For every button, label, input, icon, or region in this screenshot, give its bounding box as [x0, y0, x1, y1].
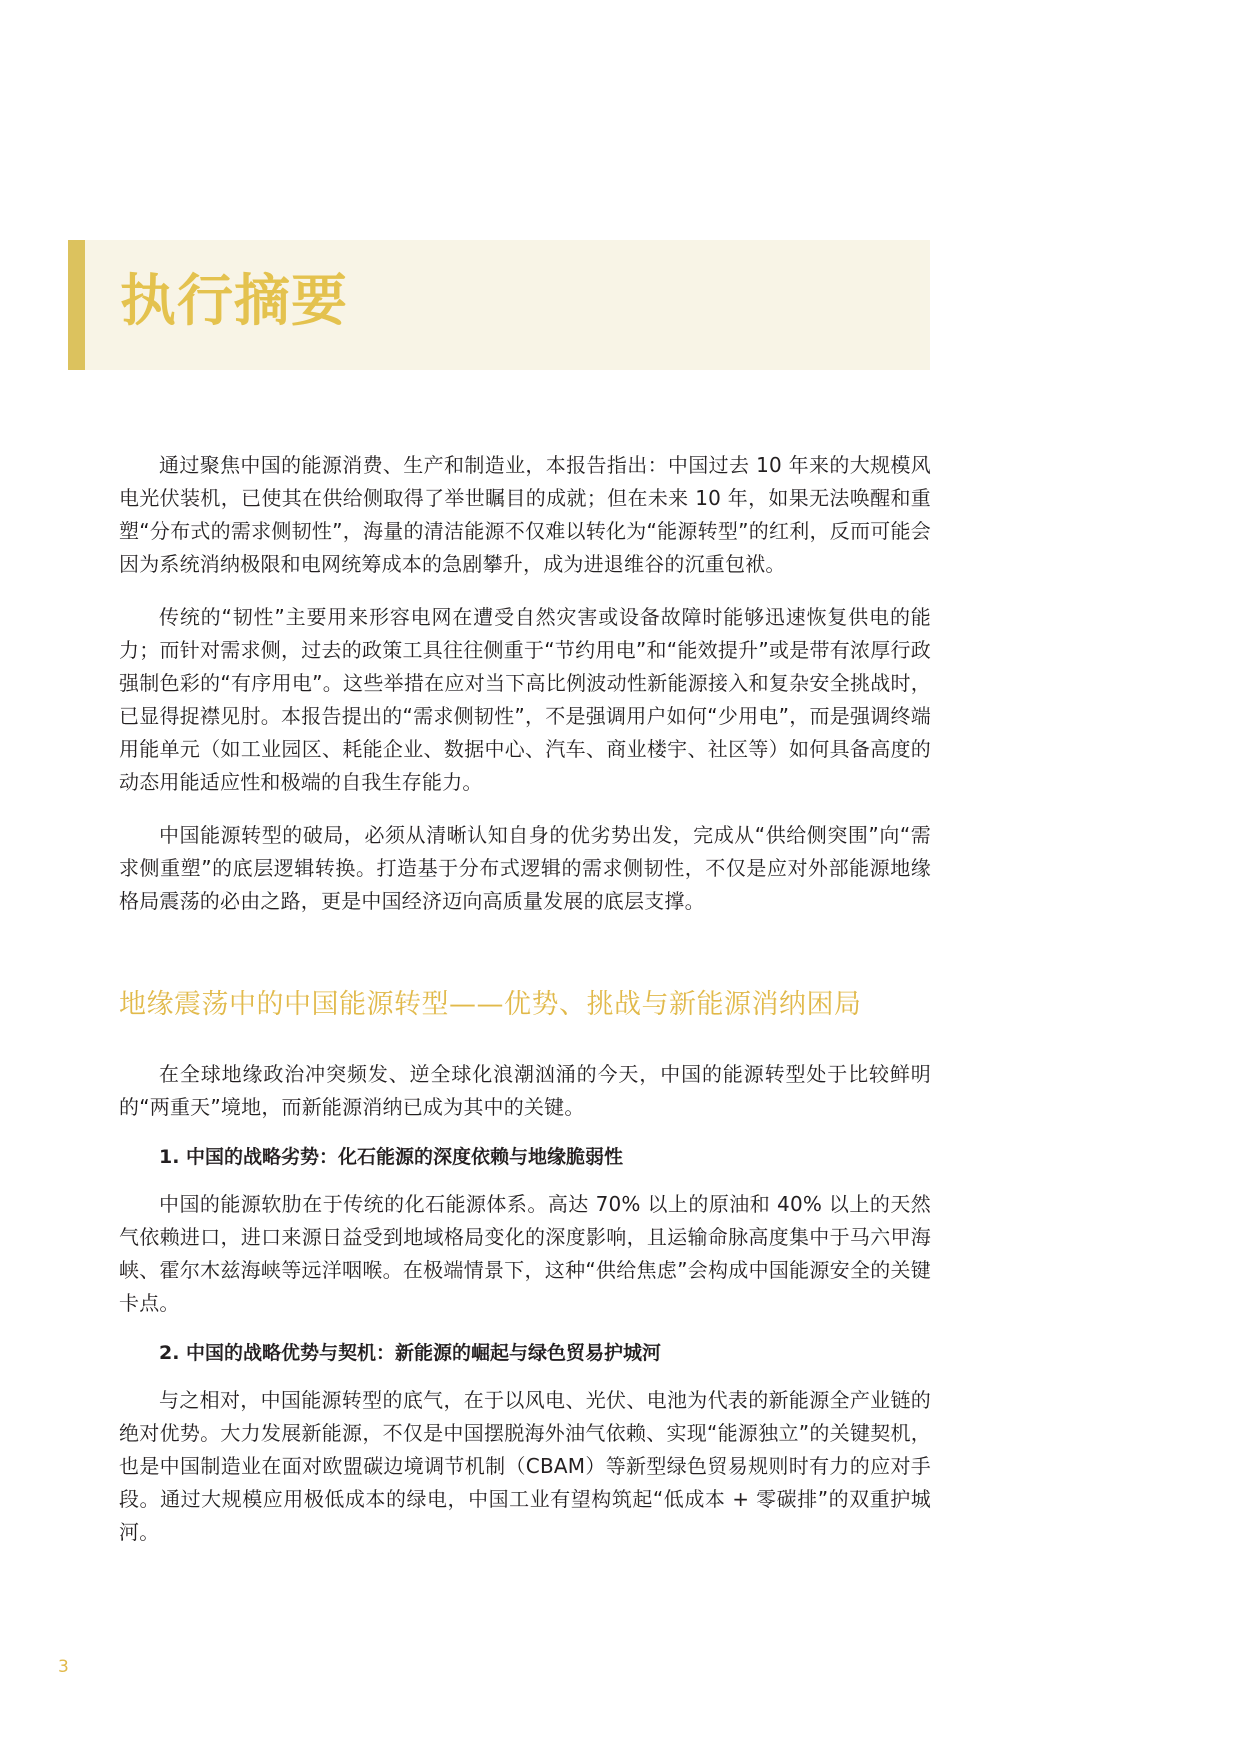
- main-content: [119, 449, 931, 1549]
- intro-paragraph-1: 通过聚焦中国的能源消费、生产和制造业，本报告指出：中国过去 10 年来的大规模风电光伏装机，已使其在供给侧取得了举世瞩目的成就；但在未来 10 年，如果无法唤醒和重塑“分布式的需求侧韧性”，海量的清洁能源不仅难以转化为“能源转型”的红利，反而可能会因为系统消纳极限和电网统筹成本的急剧攀升，成为进退维谷的沉重包袱。: [119, 453, 931, 576]
- section-intro-paragraph: 在全球地缘政治冲突频发、逆全球化浪潮汹涌的今天，中国的能源转型处于比较鲜明的“两重天”境地，而新能源消纳已成为其中的关键。: [119, 1062, 931, 1119]
- intro-paragraph-2: 传统的“韧性”主要用来形容电网在遭受自然灾害或设备故障时能够迅速恢复供电的能力；而针对需求侧，过去的政策工具往往侧重于“节约用电”和“能效提升”或是带有浓厚行政强制色彩的“有序用电”。这些举措在应对当下高比例波动性新能源接入和复杂安全挑战时，已显得捉襟见肘。本报告提出的“需求侧韧性”，不是强调用户如何“少用电”，而是强调终端用能单元（如工业园区、耗能企业、数据中心、汽车、商业楼宇、社区等）如何具备高度的动态用能适应性和极端的自我生存能力。: [119, 605, 931, 794]
- subsection-heading-2: 2. 中国的战略优势与契机：新能源的崛起与绿色贸易护城河: [159, 1342, 662, 1364]
- subsection-paragraph-2: 与之相对，中国能源转型的底气，在于以风电、光伏、电池为代表的新能源全产业链的绝对优势。大力发展新能源，不仅是中国摆脱海外油气依赖、实现“能源独立”的关键契机，也是中国制造业在面对欧盟碳边境调节机制（CBAM）等新型绿色贸易规则时有力的应对手段。通过大规模应用极低成本的绿电，中国工业有望构筑起“低成本 + 零碳排”的双重护城河。: [119, 1388, 931, 1544]
- intro-paragraph-3: 中国能源转型的破局，必须从清晰认知自身的优劣势出发，完成从“供给侧突围”向“需求侧重塑”的底层逻辑转换。打造基于分布式逻辑的需求侧韧性，不仅是应对外部能源地缘格局震荡的必由之路，更是中国经济迈向高质量发展的底层支撑。: [119, 823, 931, 913]
- title-accent-bar: [68, 240, 85, 370]
- subsection-paragraph-1: 中国的能源软肋在于传统的化石能源体系。高达 70% 以上的原油和 40% 以上的天然气依赖进口，进口来源日益受到地域格局变化的深度影响，且运输命脉高度集中于马六甲海峡、霍尔木兹海峡等远洋咽喉。在极端情景下，这种“供给焦虑”会构成中国能源安全的关键卡点。: [119, 1192, 931, 1315]
- page-number: 3: [58, 1657, 69, 1677]
- page-title: 执行摘要: [120, 269, 348, 334]
- title-banner: [68, 240, 930, 370]
- section-heading: 地缘震荡中的中国能源转型——优势、挑战与新能源消纳困局: [119, 989, 862, 1020]
- subsection-heading-1: 1. 中国的战略劣势：化石能源的深度依赖与地缘脆弱性: [159, 1146, 624, 1168]
